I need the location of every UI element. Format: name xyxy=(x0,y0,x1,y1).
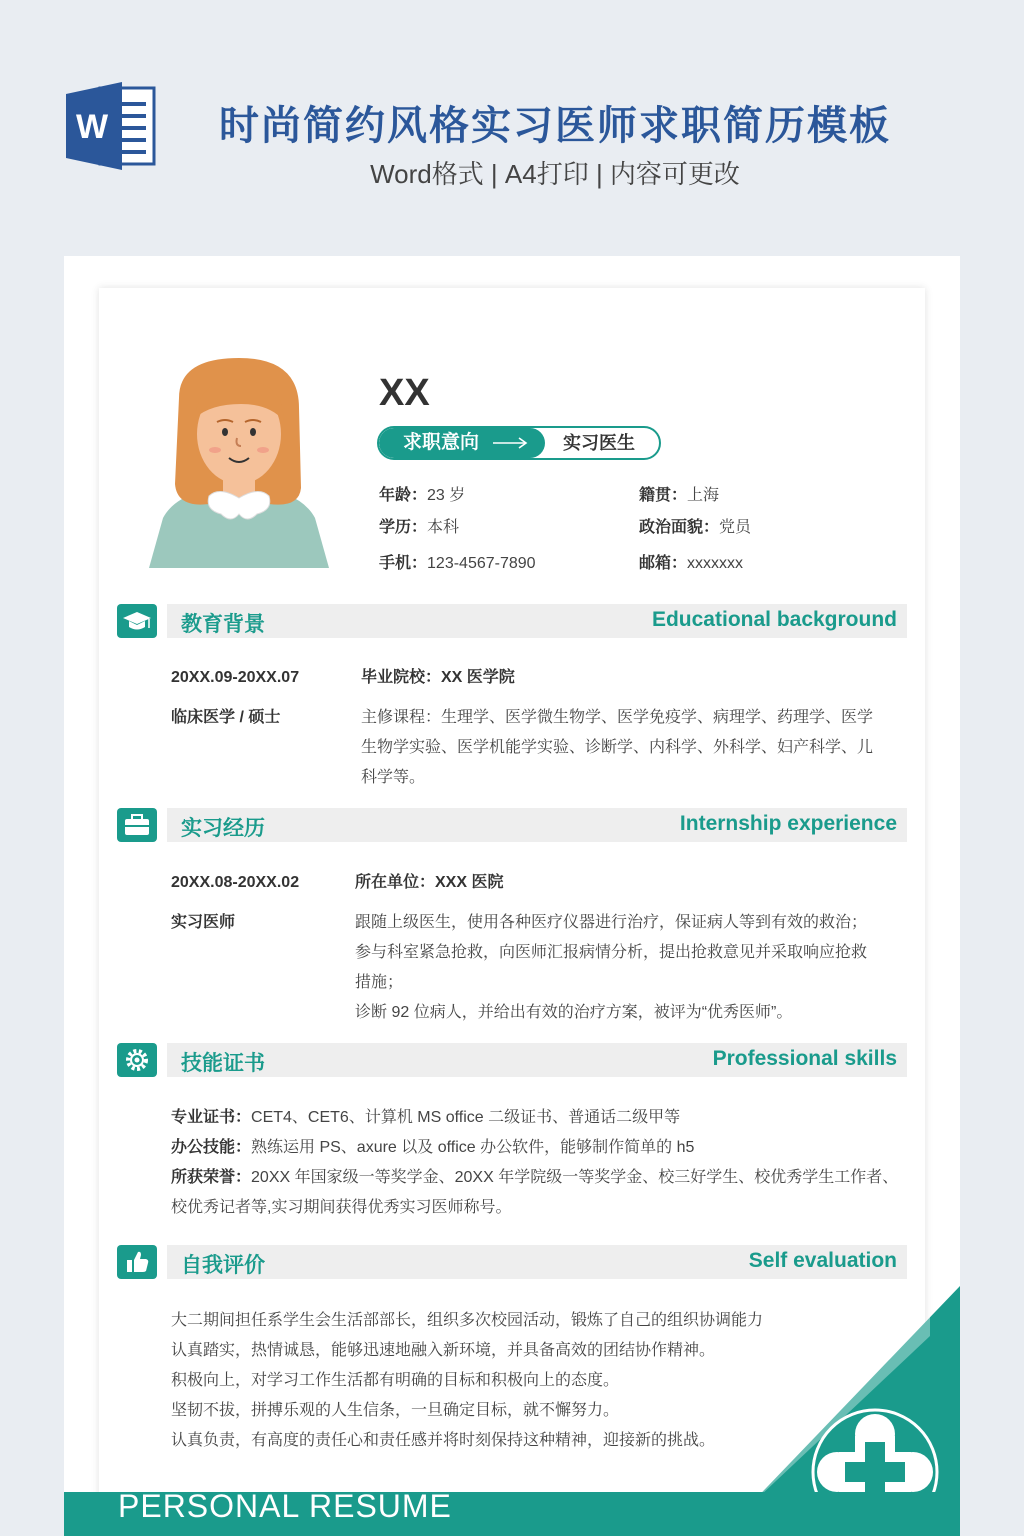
education-period: 20XX.09-20XX.07 xyxy=(171,669,300,686)
education-info: 学历：本科 xyxy=(379,519,460,536)
skill-certificates: 专业证书：CET4、CET6、计算机 MS office 二级证书、普通话二级甲等 xyxy=(171,1109,681,1126)
internship-detail-3: 措施； xyxy=(355,974,404,991)
skill-honors: 所获荣誉：20XX 年国家级一等奖学金、20XX 年学院级一等奖学金、校三好学生、校优秀学生工作者、 xyxy=(171,1169,899,1186)
graduation-cap-icon xyxy=(117,604,157,638)
candidate-name: XX xyxy=(379,372,430,414)
internship-unit: 所在单位：XXX 医院 xyxy=(355,874,504,891)
section-skills-header xyxy=(117,1043,907,1077)
internship-detail-2: 参与科室紧急抢救，向医师汇报病情分析，提出抢救意见并采取响应抢救 xyxy=(355,944,868,961)
thumbs-up-icon xyxy=(117,1245,157,1279)
section-title-en: Professional skills xyxy=(712,1047,897,1070)
self-eval-line-2: 认真踏实，热情诚恳，能够迅速地融入新环境，并具备高效的团结协作精神。 xyxy=(171,1342,716,1359)
word-icon-letter: W xyxy=(76,108,109,146)
gear-icon xyxy=(117,1043,157,1077)
education-courses-2: 生物学实验、医学机能学实验、诊断学、内科学、外科学、妇产科学、儿 xyxy=(361,739,874,756)
page-subtitle: Word格式 | A4打印 | 内容可更改 xyxy=(370,159,740,189)
internship-period: 20XX.08-20XX.02 xyxy=(171,874,300,891)
section-title-cn: 技能证书 xyxy=(181,1052,265,1075)
job-intention-pill xyxy=(377,426,661,460)
self-eval-line-5: 认真负责，有高度的责任心和责任感并将时刻保持这种精神，迎接新的挑战。 xyxy=(171,1432,716,1449)
arrow-right-icon xyxy=(493,436,529,450)
job-intention-value: 实习医生 xyxy=(563,433,635,453)
section-internship-header xyxy=(117,808,907,842)
email-info: 邮箱：xxxxxxx xyxy=(639,555,744,572)
section-title-cn: 自我评价 xyxy=(181,1254,265,1277)
job-intention-label: 求职意向 xyxy=(379,428,545,458)
age-info: 年龄：23 岁 xyxy=(379,487,466,504)
resume-sheet xyxy=(64,256,960,1536)
internship-detail-1: 跟随上级医生，使用各种医疗仪器进行治疗，保证病人等到有效的救治； xyxy=(355,914,868,931)
self-eval-line-4: 坚韧不拔，拼搏乐观的人生信条，一旦确定目标，就不懈努力。 xyxy=(171,1402,620,1419)
section-education-header xyxy=(117,604,907,638)
section-title-cn: 教育背景 xyxy=(181,613,265,636)
education-school: 毕业院校：XX 医学院 xyxy=(361,669,515,686)
skill-honors-2: 校优秀记者等,实习期间获得优秀实习医师称号。 xyxy=(171,1199,512,1216)
political-info: 政治面貌：党员 xyxy=(639,519,752,536)
section-title-en: Self evaluation xyxy=(748,1249,897,1272)
education-courses-3: 科学等。 xyxy=(361,769,426,786)
banner xyxy=(0,0,1024,256)
education-major: 临床医学 / 硕士 xyxy=(171,709,281,726)
native-info: 籍贯：上海 xyxy=(639,487,720,504)
self-eval-line-1: 大二期间担任系学生会生活部部长，组织多次校园活动，锻炼了自己的组织协调能力 xyxy=(171,1312,764,1329)
page-title: 时尚简约风格实习医师求职简历模板 xyxy=(219,104,891,148)
section-title-en: Internship experience xyxy=(679,812,897,835)
education-courses-1: 主修课程：生理学、医学微生物学、医学免疫学、病理学、药理学、医学 xyxy=(361,709,874,726)
internship-role: 实习医师 xyxy=(171,914,236,931)
word-icon xyxy=(66,82,158,170)
briefcase-icon xyxy=(117,808,157,842)
section-title-en: Educational background xyxy=(651,608,897,631)
section-title-cn: 实习经历 xyxy=(181,817,265,840)
phone-info: 手机：123-4567-7890 xyxy=(379,555,536,572)
footer-title: PERSONAL RESUME xyxy=(118,1488,452,1524)
self-eval-line-3: 积极向上，对学习工作生活都有明确的目标和积极向上的态度。 xyxy=(171,1372,620,1389)
skill-office: 办公技能：熟练运用 PS、axure 以及 office 办公软件，能够制作简单的 h5 xyxy=(171,1139,695,1156)
internship-detail-4: 诊断 92 位病人，并给出有效的治疗方案，被评为“优秀医师”。 xyxy=(355,1004,793,1021)
avatar xyxy=(149,358,329,568)
